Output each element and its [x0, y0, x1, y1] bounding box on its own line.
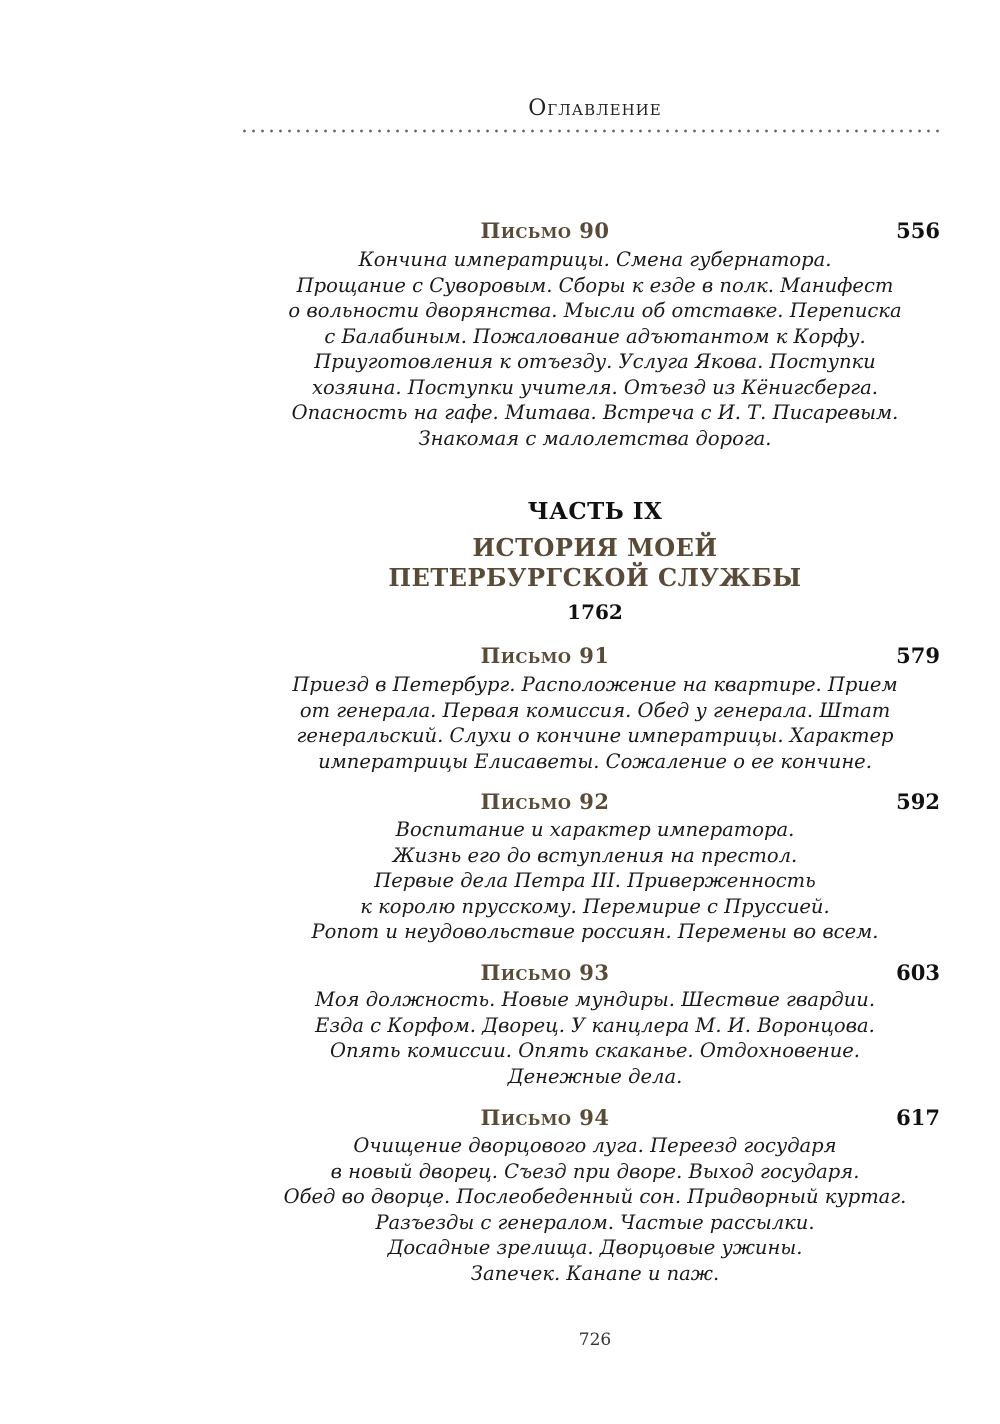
- page-ref: 579: [896, 643, 940, 668]
- summary-line: Кончина императрицы. Смена губернатора.: [358, 248, 832, 271]
- page-ref: 592: [896, 789, 940, 814]
- summary-line: Разъезды с генералом. Частые рассылки.: [375, 1210, 815, 1234]
- summary-line: Знакомая с малолетства дорога.: [418, 426, 772, 450]
- page-ref: 603: [896, 960, 940, 985]
- letter-summary: [270, 1133, 920, 1286]
- summary-line: Жизнь его до вступления на престол.: [392, 843, 798, 867]
- summary-line: Досадные зрелища. Дворцовые ужины.: [387, 1236, 803, 1259]
- letter-title: Письмо 94: [480, 1105, 610, 1130]
- summary-line: от генерала. Первая комиссия. Обед у генерала. Штат: [299, 698, 891, 722]
- summary-line: Приезд в Петербург. Расположение на квартире. Прием: [292, 673, 898, 696]
- summary-line: Обед во дворце. Послеобеденный сон. Придворный куртаг.: [283, 1185, 907, 1208]
- summary-line: Моя должность. Новые мундиры. Шествие гвардии.: [314, 988, 876, 1011]
- summary-line: Очищение дворцового луга. Переезд государя: [353, 1134, 837, 1157]
- header-dotted-rule: [240, 128, 940, 134]
- part-label: ЧАСТЬ IX: [527, 498, 663, 525]
- summary-line: генеральский. Слухи о кончине императрицы. Характер: [296, 724, 894, 747]
- summary-line: Запечек. Канапе и паж.: [470, 1261, 720, 1285]
- part-title-line: ПЕТЕРБУРГСКОЙ СЛУЖБЫ: [388, 563, 802, 592]
- letter-summary: [270, 987, 920, 1089]
- summary-line: с Балабиным. Пожалование адъютантом к Корфу.: [324, 324, 866, 348]
- toc-entry-letter-92[interactable]: [250, 789, 940, 819]
- letter-title: Письмо 91: [480, 643, 610, 668]
- toc-entry-letter-93[interactable]: [250, 960, 940, 990]
- letter-summary: [270, 672, 920, 774]
- part-title: [330, 533, 860, 593]
- summary-line: в новый дворец. Съезд при дворе. Выход государя.: [330, 1159, 860, 1183]
- toc-entry-letter-90[interactable]: [250, 218, 940, 248]
- letter-title: Письмо 93: [480, 960, 610, 985]
- page-number: 726: [578, 1330, 612, 1350]
- summary-line: Ропот и неудовольствие россиян. Перемены во всем.: [311, 920, 879, 943]
- summary-line: Езда с Корфом. Дворец. У канцлера М. И. Воронцова.: [315, 1013, 875, 1037]
- letter-title: Письмо 92: [480, 789, 610, 814]
- page-ref: 617: [896, 1105, 940, 1130]
- page-ref: 556: [896, 218, 940, 243]
- letter-summary: [270, 817, 920, 945]
- summary-line: императрицы Елисаветы. Сожаление о ее кончине.: [318, 749, 872, 773]
- summary-line: Прощание с Суворовым. Сборы к езде в полк. Манифест: [296, 273, 894, 297]
- running-header-title: Оглавление: [528, 96, 662, 121]
- summary-line: к королю прусскому. Перемирие с Пруссией.: [360, 894, 830, 918]
- letter-title: Письмо 90: [480, 218, 610, 243]
- part-year: 1762: [567, 600, 623, 624]
- summary-line: Первые дела Петра III. Приверженность: [374, 869, 816, 892]
- toc-entry-letter-94[interactable]: [250, 1105, 940, 1135]
- summary-line: хозяина. Поступки учителя. Отъезд из Кёнигсберга.: [312, 375, 878, 399]
- summary-line: Опасность на гафе. Митава. Встреча с И. Т. Писаревым.: [291, 401, 899, 424]
- summary-line: Приуготовления к отъезду. Услуга Якова. Поступки: [314, 350, 876, 373]
- letter-summary: [270, 247, 920, 451]
- summary-line: Денежные дела.: [507, 1064, 683, 1088]
- summary-line: Воспитание и характер императора.: [395, 818, 795, 841]
- summary-line: о вольности дворянства. Мысли об отставке. Переписка: [288, 299, 902, 322]
- summary-line: Опять комиссии. Опять скаканье. Отдохновение.: [329, 1039, 861, 1062]
- toc-entry-letter-91[interactable]: [250, 643, 940, 673]
- part-title-line: ИСТОРИЯ МОЕЙ: [472, 533, 718, 562]
